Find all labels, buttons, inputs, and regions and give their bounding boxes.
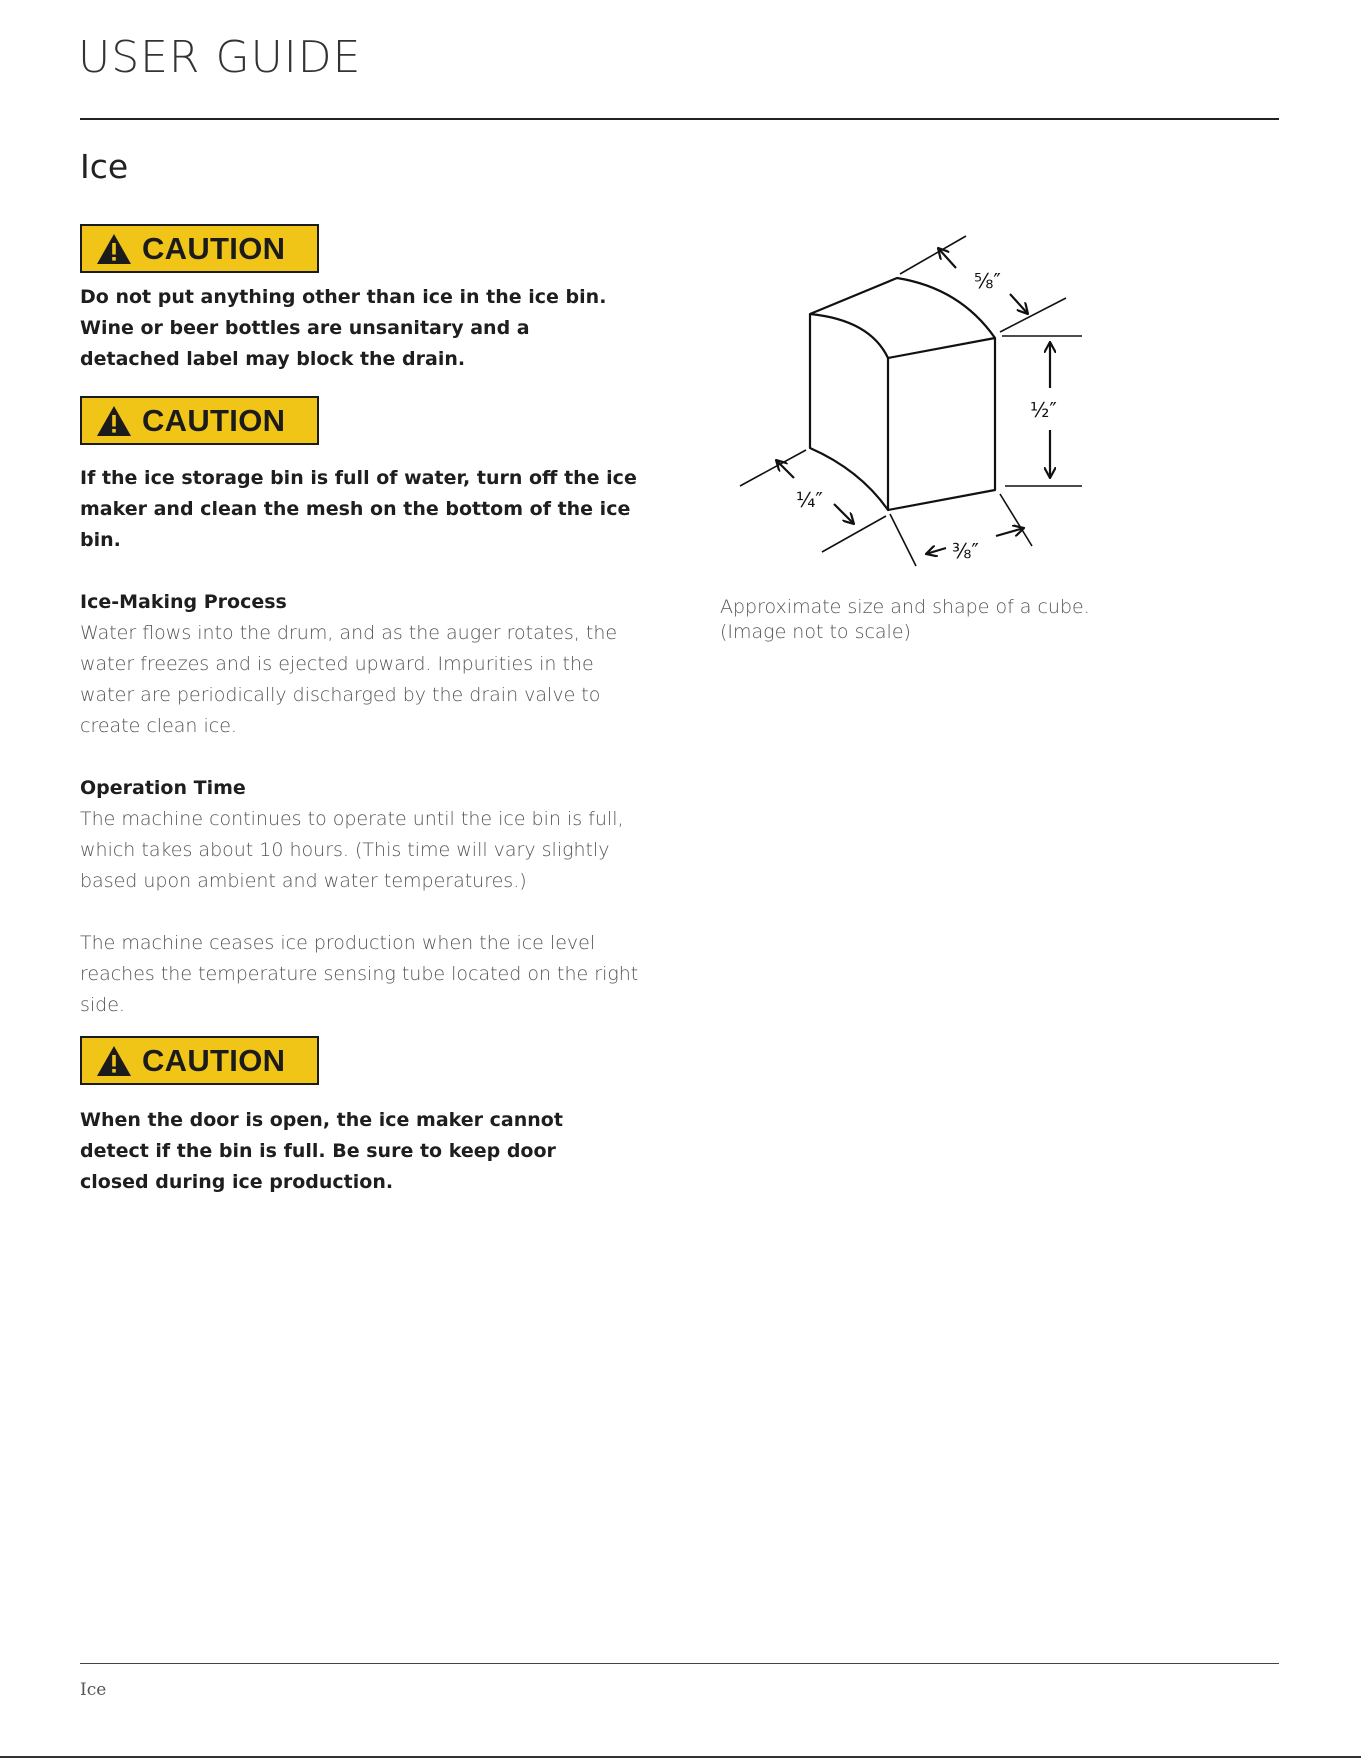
dimension-label-depth: ⅝″: [974, 269, 1001, 293]
caution-label: CAUTION: [142, 403, 286, 438]
section-title: Ice: [80, 147, 129, 186]
dimension-label-width: ⅜″: [952, 539, 979, 563]
diagram-caption: [720, 595, 1140, 645]
page-bottom-edge: [0, 1756, 1361, 1758]
ice-cube-diagram: [730, 230, 1090, 590]
caption-line-1: Approximate size and shape of a cube.: [720, 596, 1090, 618]
warning-triangle-icon: [96, 233, 132, 265]
footer-divider: [80, 1663, 1279, 1664]
caution-label: CAUTION: [142, 231, 286, 266]
warning-triangle-icon: [96, 1045, 132, 1077]
cube-outline: [810, 278, 995, 510]
operation-text-2: The machine ceases ice production when the ice level reaches the temperature sensing tube located on the right side.: [80, 932, 639, 1016]
caution-text: When the door is open, the ice maker cannot detect if the bin is full. Be sure to keep door closed during ice production.: [80, 1109, 563, 1193]
caption-line-2: (Image not to scale): [720, 621, 911, 643]
left-column: [80, 224, 640, 1198]
ice-making-text: Water flows into the drum, and as the auger rotates, the water freezes and is ejected upward. Impurities in the water are periodically discharged by the drain valve to create clean ice.: [80, 622, 618, 737]
dimension-label-left: ¼″: [796, 488, 823, 512]
operation-text: The machine continues to operate until the ice bin is full, which takes about 10 hours. (This time will vary slightly based upon ambient and water temperatures.): [80, 808, 624, 892]
dimension-label-height: ½″: [1030, 398, 1057, 422]
header-divider: [80, 118, 1279, 120]
operation-heading: Operation Time: [80, 777, 246, 799]
caution-banner: [80, 396, 319, 445]
footer-section-label: Ice: [80, 1680, 107, 1700]
ice-making-heading: Ice-Making Process: [80, 591, 287, 613]
caution-label: CAUTION: [142, 1043, 286, 1078]
caution-banner: [80, 1036, 319, 1085]
caution-banner: [80, 224, 319, 273]
caution-text: If the ice storage bin is full of water, turn off the ice maker and clean the mesh on the bottom of the ice bin.: [80, 467, 637, 551]
caution-text: Do not put anything other than ice in the ice bin. Wine or beer bottles are unsanitary and a detached label may block the drain.: [80, 286, 607, 370]
page-header-title: USER GUIDE: [78, 32, 362, 83]
warning-triangle-icon: [96, 405, 132, 437]
